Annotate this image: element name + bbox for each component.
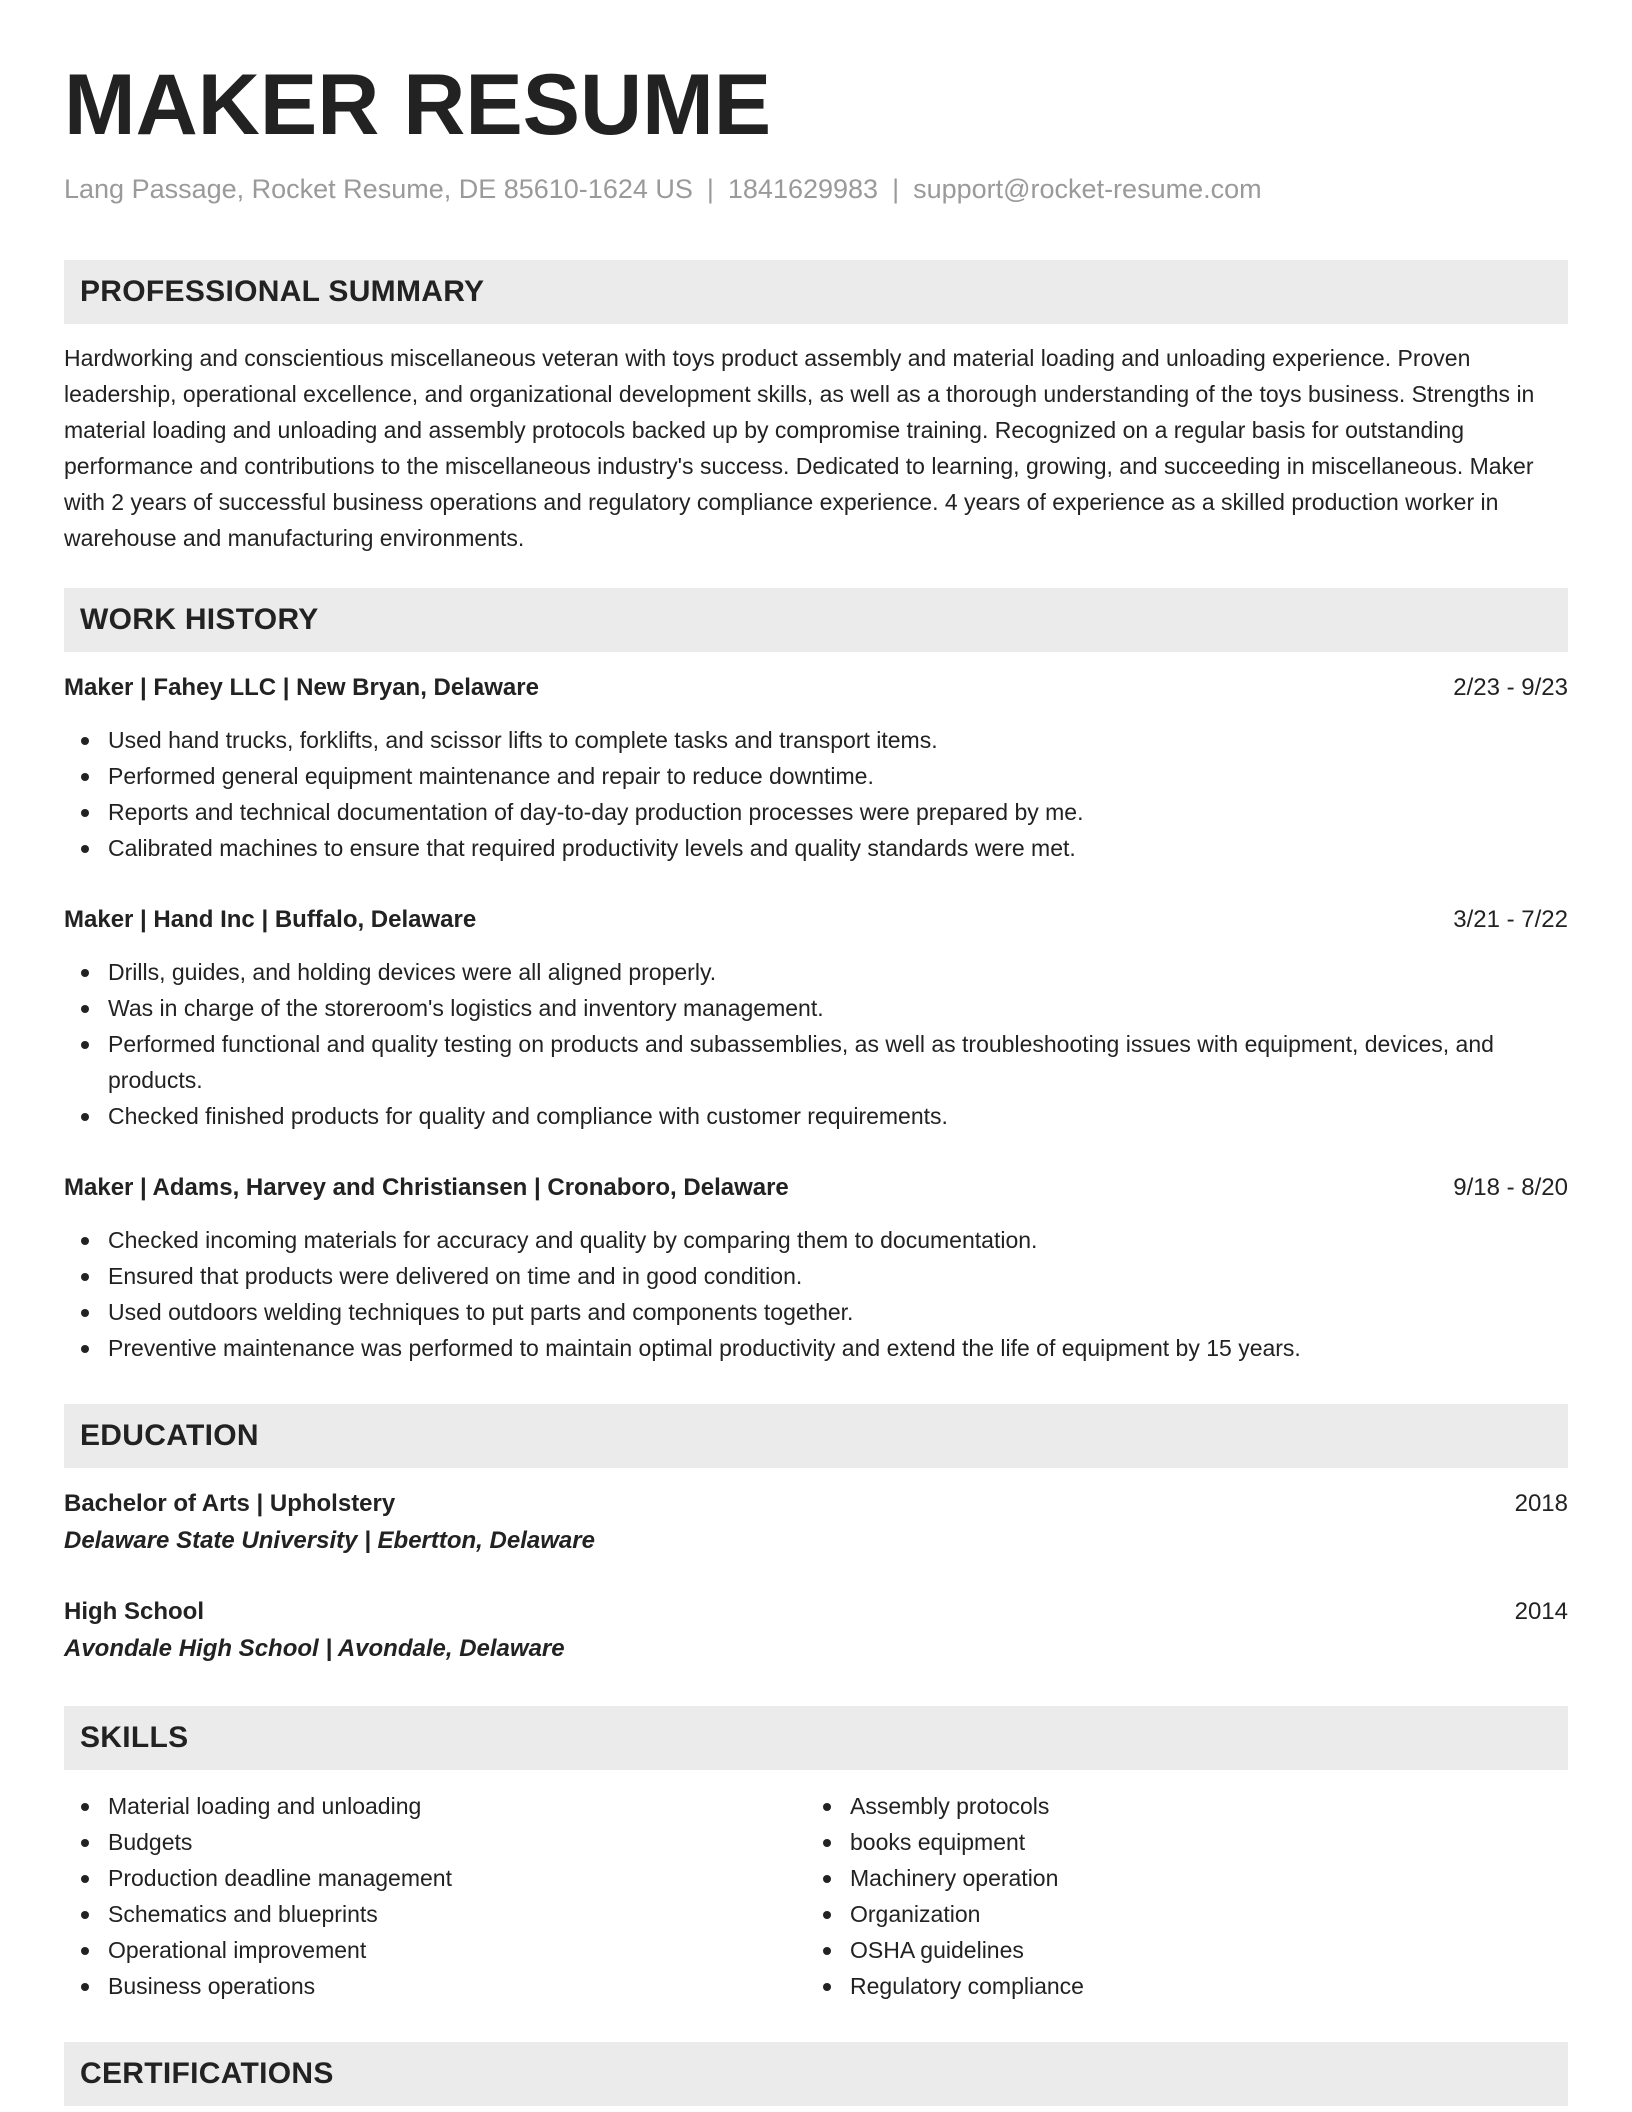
education-entry (64, 1594, 1568, 1668)
skill-item: Production deadline management (64, 1860, 806, 1896)
job-title: Maker | Fahey LLC | New Bryan, Delaware (64, 674, 539, 701)
skill-item: books equipment (806, 1824, 1548, 1860)
list-item: Reports and technical documentation of day-to-day production processes were prepared by me. (64, 794, 1568, 830)
skill-item: Schematics and blueprints (64, 1896, 806, 1932)
skill-item: Regulatory compliance (806, 1968, 1548, 2004)
list-item: Ensured that products were delivered on time and in good condition. (64, 1258, 1568, 1294)
education-school: Delaware State University | Ebertton, Delaware (64, 1527, 595, 1554)
skills-list (64, 1788, 1568, 2004)
contact-line (64, 170, 1568, 208)
skill-item: Budgets (64, 1824, 806, 1860)
skill-item: Business operations (64, 1968, 806, 2004)
list-item: Used outdoors welding techniques to put parts and components together. (64, 1294, 1568, 1330)
list-item: Drills, guides, and holding devices were all aligned properly. (64, 954, 1568, 990)
skill-item: OSHA guidelines (806, 1932, 1548, 1968)
job-dates: 9/18 - 8/20 (1453, 1174, 1568, 1201)
job-dates: 2/23 - 9/23 (1453, 674, 1568, 701)
skill-item: Organization (806, 1896, 1548, 1932)
education-degree: Bachelor of Arts | Upholstery (64, 1490, 396, 1517)
skills-column-left (64, 1788, 806, 2004)
contact-separator: | (892, 174, 900, 204)
list-item: Used hand trucks, forklifts, and scissor lifts to complete tasks and transport items. (64, 722, 1568, 758)
education-degree: High School (64, 1598, 204, 1625)
education-year: 2018 (1514, 1490, 1568, 1517)
contact-phone: 1841629983 (727, 174, 879, 204)
list-item: Checked finished products for quality and compliance with customer requirements. (64, 1098, 1568, 1134)
contact-separator: | (706, 174, 714, 204)
list-item: Checked incoming materials for accuracy and quality by comparing them to documentation. (64, 1222, 1568, 1258)
resume-page (64, 56, 1568, 2106)
list-item: Was in charge of the storeroom's logistics and inventory management. (64, 990, 1568, 1026)
education-entry (64, 1486, 1568, 1560)
job-duties (64, 954, 1568, 1134)
job-entry (64, 1170, 1568, 1366)
section-heading-skills: SKILLS (64, 1706, 1568, 1770)
section-heading-work-history: WORK HISTORY (64, 588, 1568, 652)
job-duties (64, 722, 1568, 866)
contact-email: support@rocket-resume.com (913, 174, 1262, 204)
section-heading-education: EDUCATION (64, 1404, 1568, 1468)
job-dates: 3/21 - 7/22 (1453, 906, 1568, 933)
section-heading-summary: PROFESSIONAL SUMMARY (64, 260, 1568, 324)
skill-item: Assembly protocols (806, 1788, 1548, 1824)
skills-column-right (806, 1788, 1548, 2004)
skill-item: Material loading and unloading (64, 1788, 806, 1824)
skill-item: Operational improvement (64, 1932, 806, 1968)
section-heading-certifications: CERTIFICATIONS (64, 2042, 1568, 2106)
education-school: Avondale High School | Avondale, Delaware (64, 1635, 565, 1662)
job-duties (64, 1222, 1568, 1366)
list-item: Performed functional and quality testing on products and subassemblies, as well as troubleshooting issues with equipment, devices, and products. (64, 1026, 1568, 1098)
education-year: 2014 (1514, 1598, 1568, 1625)
contact-address: Lang Passage, Rocket Resume, DE 85610-1624 US (64, 174, 693, 204)
list-item: Calibrated machines to ensure that required productivity levels and quality standards were met. (64, 830, 1568, 866)
resume-name: MAKER RESUME (64, 57, 772, 153)
list-item: Performed general equipment maintenance and repair to reduce downtime. (64, 758, 1568, 794)
job-entry (64, 902, 1568, 1134)
summary-text: Hardworking and conscientious miscellaneous veteran with toys product assembly and material loading and unloading experience. Proven leadership, operational excellence, and organizational development skills, as well as a thorough understanding of the toys business. Strengths in material loading and unloading and assembly protocols backed up by compromise training. Recognized on a regular basis for outstanding performance and contributions to the miscellaneous industry's success. Dedicated to learning, growing, and succeeding in miscellaneous. Maker with 2 years of successful business operations and regulatory compliance experience. 4 years of experience as a skilled production worker in warehouse and manufacturing environments. (64, 345, 1535, 551)
job-title: Maker | Hand Inc | Buffalo, Delaware (64, 906, 477, 933)
job-entry (64, 670, 1568, 866)
job-title: Maker | Adams, Harvey and Christiansen | Cronaboro, Delaware (64, 1174, 789, 1201)
list-item: Preventive maintenance was performed to maintain optimal productivity and extend the life of equipment by 15 years. (64, 1330, 1568, 1366)
skill-item: Machinery operation (806, 1860, 1548, 1896)
